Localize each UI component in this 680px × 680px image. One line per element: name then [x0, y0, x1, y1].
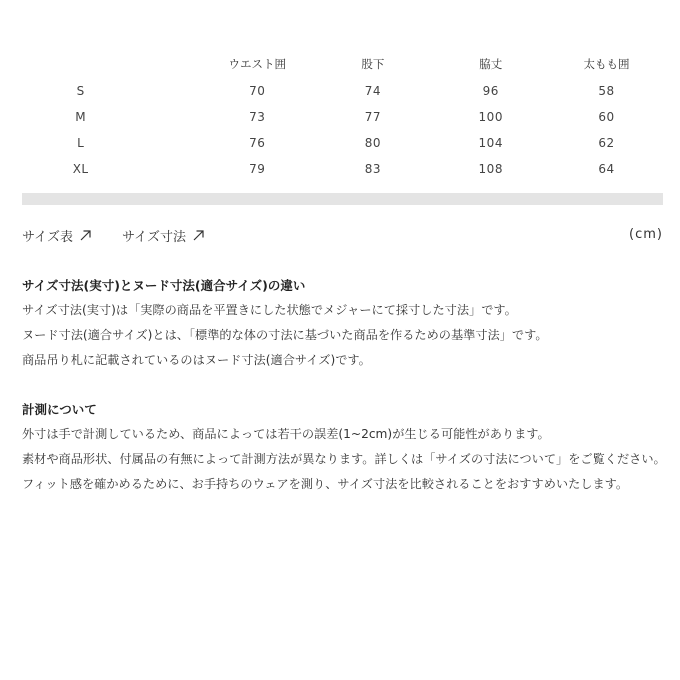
measurement-text: 素材や商品形状、付属品の有無によって計測方法が異なります。詳しくは「サイズの寸法について」をご覧ください。: [22, 452, 666, 466]
table-header-row: [22, 50, 663, 78]
measurement-title: 計測について: [22, 402, 97, 417]
table-row: [22, 130, 663, 156]
size-difference-title: サイズ寸法(実寸)とヌード寸法(適合サイズ)の違い: [22, 278, 306, 293]
table-cell: 76: [249, 136, 266, 150]
table-cell: 100: [478, 110, 503, 124]
size-difference-text: 商品吊り札に記載されているのはヌード寸法(適合サイズ)です。: [22, 353, 371, 367]
external-arrow-icon: [80, 230, 91, 241]
table-cell: 96: [482, 84, 499, 98]
table-cell: 80: [364, 136, 381, 150]
table-cell: 60: [598, 110, 615, 124]
table-cell: 74: [364, 84, 381, 98]
table-cell: 77: [364, 110, 381, 124]
table-cell: 104: [478, 136, 503, 150]
size-label: L: [77, 136, 85, 150]
size-links-bar: [22, 226, 663, 244]
table-cell: 62: [598, 136, 615, 150]
size-label: S: [76, 84, 85, 98]
table-header-waist: ウエスト囲: [228, 57, 286, 71]
unit-label: (cm): [629, 227, 663, 242]
table-header-cell: [22, 50, 200, 78]
size-measure-link-label: サイズ寸法: [122, 230, 186, 245]
table-header-side-length: 脇丈: [479, 57, 503, 71]
size-difference-section: [22, 273, 667, 373]
measurement-text: フィット感を確かめるために、お手持ちのウェアを測り、サイズ寸法を比較されることをおすすめいたします。: [22, 477, 629, 491]
size-chart-link-label: サイズ表: [22, 230, 73, 245]
size-label: M: [75, 110, 87, 124]
table-cell: 79: [249, 162, 266, 176]
table-row: [22, 104, 663, 130]
size-table: [22, 50, 663, 182]
table-cell: 58: [598, 84, 615, 98]
size-chart-link[interactable]: [22, 226, 91, 245]
size-measure-link[interactable]: [122, 226, 204, 245]
table-cell: 108: [478, 162, 503, 176]
table-header-inseam: 股下: [361, 57, 385, 71]
size-difference-text: サイズ寸法(実寸)は「実際の商品を平置きにした状態でメジャーにて採寸した寸法」です。: [22, 303, 517, 317]
size-label: XL: [72, 162, 89, 176]
measurement-text: 外寸は手で計測しているため、商品によっては若干の誤差(1~2cm)が生じる可能性があります。: [22, 427, 550, 441]
table-cell: 70: [249, 84, 266, 98]
size-difference-text: ヌード寸法(適合サイズ)とは、「標準的な体の寸法に基づいた商品を作るための基準寸法」です。: [22, 328, 548, 342]
measurement-section: [22, 397, 667, 497]
horizontal-scrollbar[interactable]: [22, 193, 663, 205]
table-row: [22, 78, 663, 104]
external-arrow-icon: [193, 230, 204, 241]
table-cell: 64: [598, 162, 615, 176]
table-row: [22, 156, 663, 182]
size-table-container: [22, 50, 663, 182]
table-header-thigh: 太もも囲: [583, 57, 630, 71]
table-cell: 83: [364, 162, 381, 176]
table-cell: 73: [249, 110, 266, 124]
